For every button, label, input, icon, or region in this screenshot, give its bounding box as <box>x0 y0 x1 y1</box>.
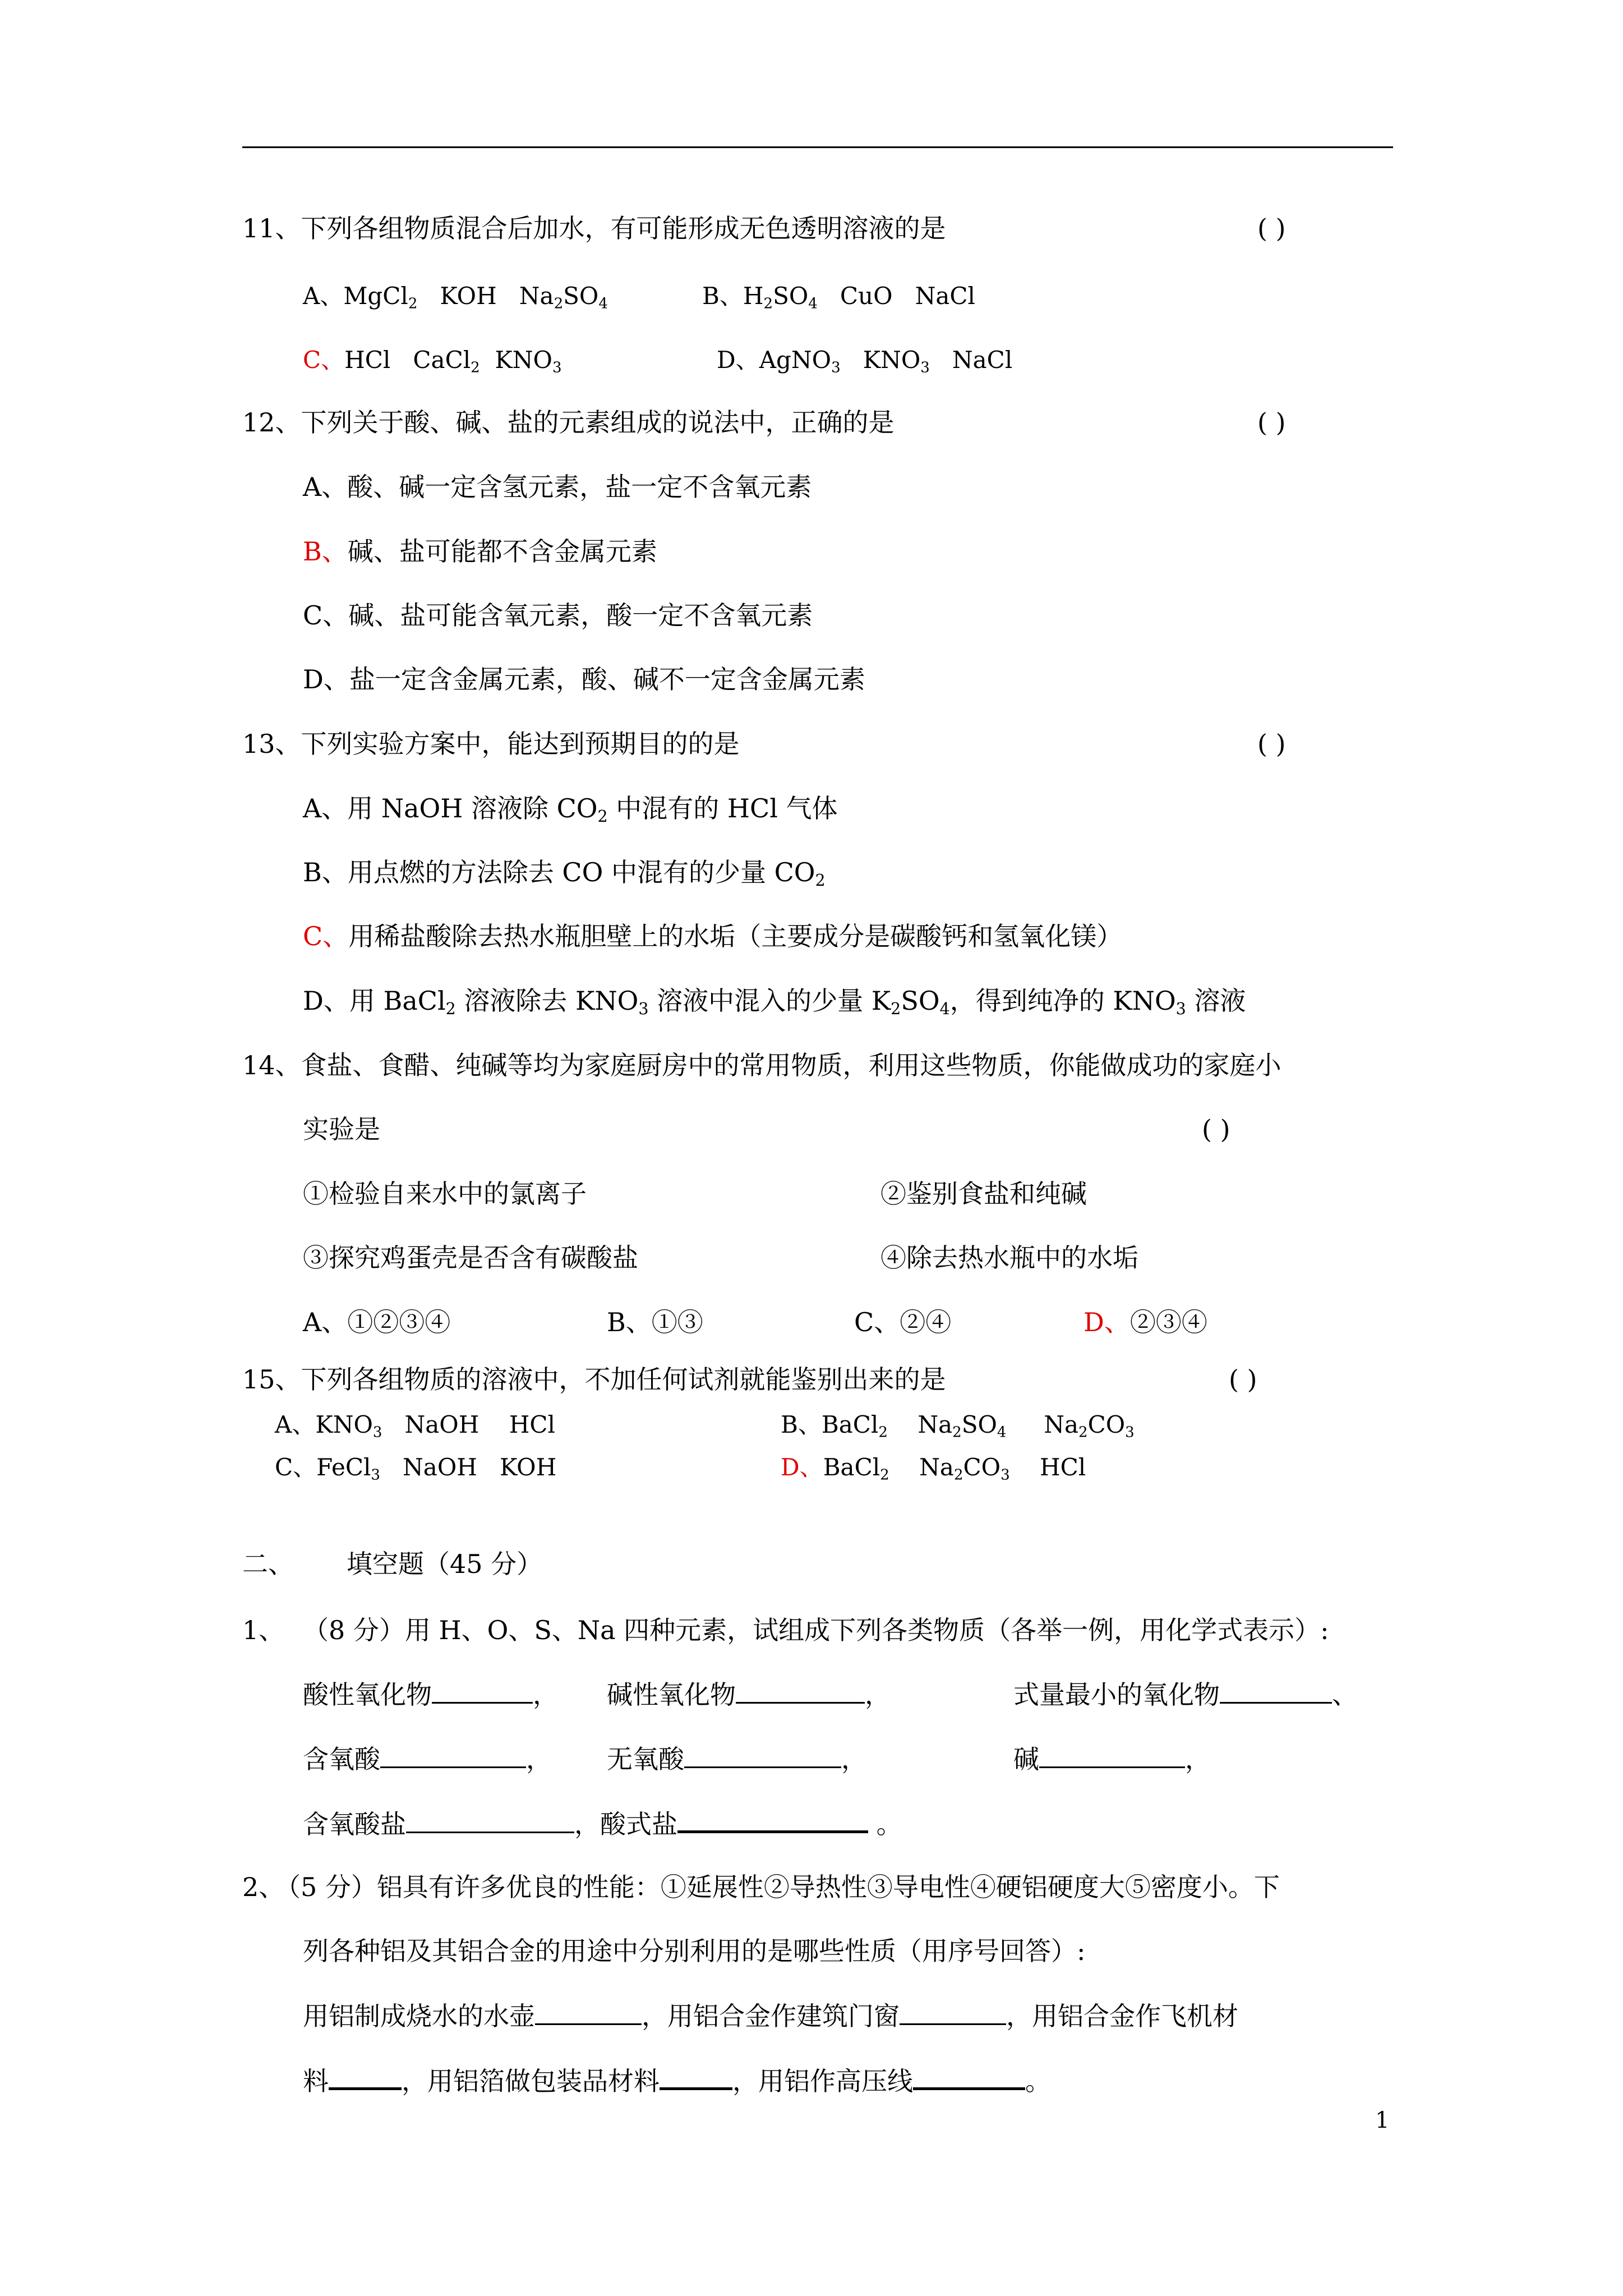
fill-1-oxyacid: 含氧酸 ， <box>303 1742 552 1776</box>
q15-option-c: C、FeCl$_3$ NaOH KOH <box>275 1453 557 1484</box>
question-14: 14、食盐、食醋、纯碱等均为家庭厨房中的常用物质，利用这些物质，你能做成功的家庭小 <box>242 1050 1281 1080</box>
q13-option-d: D、用 BaCl$_2$ 溶液除去 $KNO_3$ 溶液中混入的少量 $K_2SO_4$，得到纯净的 $KNO_3$ 溶液 <box>303 986 1246 1018</box>
q11-stem: 下列各组物质混合后加水，有可能形成无色透明溶液的是 <box>301 213 946 243</box>
q14-item-2: ②鉴别食盐和纯碱 <box>880 1179 1087 1209</box>
question-13: 13、下列实验方案中，能达到预期目的的是 <box>242 729 740 759</box>
answer-blank[interactable] <box>380 1742 526 1768</box>
fill-2-number: 2、 <box>242 1872 285 1902</box>
q12-option-d: D、盐一定含金属元素，酸、碱不一定含金属元素 <box>303 664 865 694</box>
answer-blank[interactable] <box>684 1742 841 1768</box>
q11-option-c: C、HCl CaCl$_2$ $KNO_3$ <box>303 346 562 376</box>
q11-option-b: B、$H_2SO_4$ CuO NaCl <box>702 282 975 312</box>
question-11 <box>242 211 946 245</box>
q14-answer-paren: ( ) <box>1202 1114 1230 1144</box>
fill-1-salts: 含氧酸盐 ，酸式盐 。 <box>303 1806 902 1841</box>
q12-option-a: A、酸、碱一定含氢元素，盐一定不含氧元素 <box>303 472 812 502</box>
answer-blank[interactable] <box>432 1677 533 1704</box>
question-15: 15、下列各组物质的溶液中，不加任何试剂就能鉴别出来的是 <box>242 1364 946 1395</box>
answer-blank[interactable] <box>329 2063 402 2090</box>
q11-answer-mark: C、 <box>303 346 345 374</box>
q14-option-a: A、①②③④ <box>303 1307 451 1337</box>
fill-1-number: 1、 <box>242 1615 285 1645</box>
answer-blank[interactable] <box>1039 1742 1185 1768</box>
answer-blank[interactable] <box>736 1677 865 1704</box>
question-12: 12、下列关于酸、碱、盐的元素组成的说法中，正确的是 <box>242 407 895 438</box>
answer-blank[interactable] <box>535 1999 642 2025</box>
q14-option-c: C、②④ <box>854 1307 952 1337</box>
q15-option-a: A、$KNO_3$ NaOH HCl <box>275 1411 555 1441</box>
section-2-title: 填空题（45 分） <box>347 1549 543 1579</box>
q15-answer-paren: ( ) <box>1229 1364 1257 1395</box>
q11-option-a: A、MgCl$_2$ KOH $Na_2SO_4$ <box>303 282 608 312</box>
answer-blank[interactable] <box>677 1806 868 1833</box>
q13-option-a: A、用 NaOH 溶液除 $CO_2$ 中混有的 HCl 气体 <box>303 793 838 826</box>
page-number: 1 <box>1375 2108 1390 2133</box>
fill-2-line-3: 用铝制成烧水的水壶 ，用铝合金作建筑门窗 ，用铝合金作飞机材 <box>303 1999 1238 2033</box>
q11-number: 11、 <box>242 213 301 243</box>
question-14-cont: 实验是 <box>303 1114 380 1144</box>
fill-1-smallest-oxide: 式量最小的氧化物 、 <box>1013 1677 1358 1711</box>
q13-option-c: C、用稀盐酸除去热水瓶胆壁上的水垢（主要成分是碳酸钙和氢氧化镁） <box>303 921 1123 951</box>
q15-answer-mark: D、 <box>781 1453 823 1481</box>
q11-answer-paren: ( ) <box>1257 213 1286 243</box>
section-2-number: 二、 <box>242 1549 294 1579</box>
fill-1-basic-oxide: 碱性氧化物 ， <box>607 1677 891 1711</box>
q14-answer-mark: D、 <box>1083 1307 1130 1337</box>
fill-2-line-4: 料 ，用铝箔做包装品材料 ，用铝作高压线 。 <box>303 2063 1051 2098</box>
q13-answer-mark: C、 <box>303 921 349 951</box>
fill-2-stem: （5 分）铝具有许多优良的性能：①延展性②导热性③导电性④硬铝硬度大⑤密度小。下 <box>275 1872 1280 1902</box>
q15-option-b: B、BaCl$_2$ $Na_2SO_4$ $Na_2CO_3$ <box>781 1411 1135 1441</box>
q14-item-3: ③探究鸡蛋壳是否含有碳酸盐 <box>303 1243 638 1273</box>
q13-answer-paren: ( ) <box>1257 729 1286 759</box>
q14-option-b: B、①③ <box>607 1307 703 1337</box>
answer-blank[interactable] <box>1220 1677 1332 1704</box>
fill-1-stem: （8 分）用 H、O、S、Na 四种元素，试组成下列各类物质（各举一例，用化学式表示）: <box>303 1615 1329 1645</box>
q11-option-d: D、AgNO$_3$ $KNO_3$ NaCl <box>717 346 1013 376</box>
fill-1-base: 碱 ， <box>1013 1742 1211 1776</box>
q15-option-d: D、BaCl$_2$ $Na_2CO_3$ HCl <box>781 1453 1086 1484</box>
q12-option-c: C、碱、盐可能含氧元素，酸一定不含氧元素 <box>303 600 813 631</box>
q12-answer-mark: B、 <box>303 536 348 567</box>
q14-item-4: ④除去热水瓶中的水垢 <box>880 1243 1138 1273</box>
q14-item-1: ①检验自来水中的氯离子 <box>303 1179 587 1209</box>
answer-blank[interactable] <box>913 2063 1025 2090</box>
q12-answer-paren: ( ) <box>1257 407 1286 438</box>
q12-option-b: B、碱、盐可能都不含金属元素 <box>303 536 657 567</box>
q14-option-d: D、②③④ <box>1083 1307 1207 1337</box>
fill-1-hydracid: 无氧酸 ， <box>607 1742 867 1776</box>
fill-2-stem-cont: 列各种铝及其铝合金的用途中分别利用的是哪些性质（用序号回答）: <box>303 1936 1086 1966</box>
q13-option-b: B、用点燃的方法除去 CO 中混有的少量 $CO_2$ <box>303 857 826 890</box>
answer-blank[interactable] <box>406 1807 574 1833</box>
answer-blank[interactable] <box>900 1999 1006 2025</box>
header-rule <box>242 146 1393 148</box>
fill-1-acidic-oxide: 酸性氧化物 ， <box>303 1677 559 1711</box>
answer-blank[interactable] <box>660 2063 732 2090</box>
